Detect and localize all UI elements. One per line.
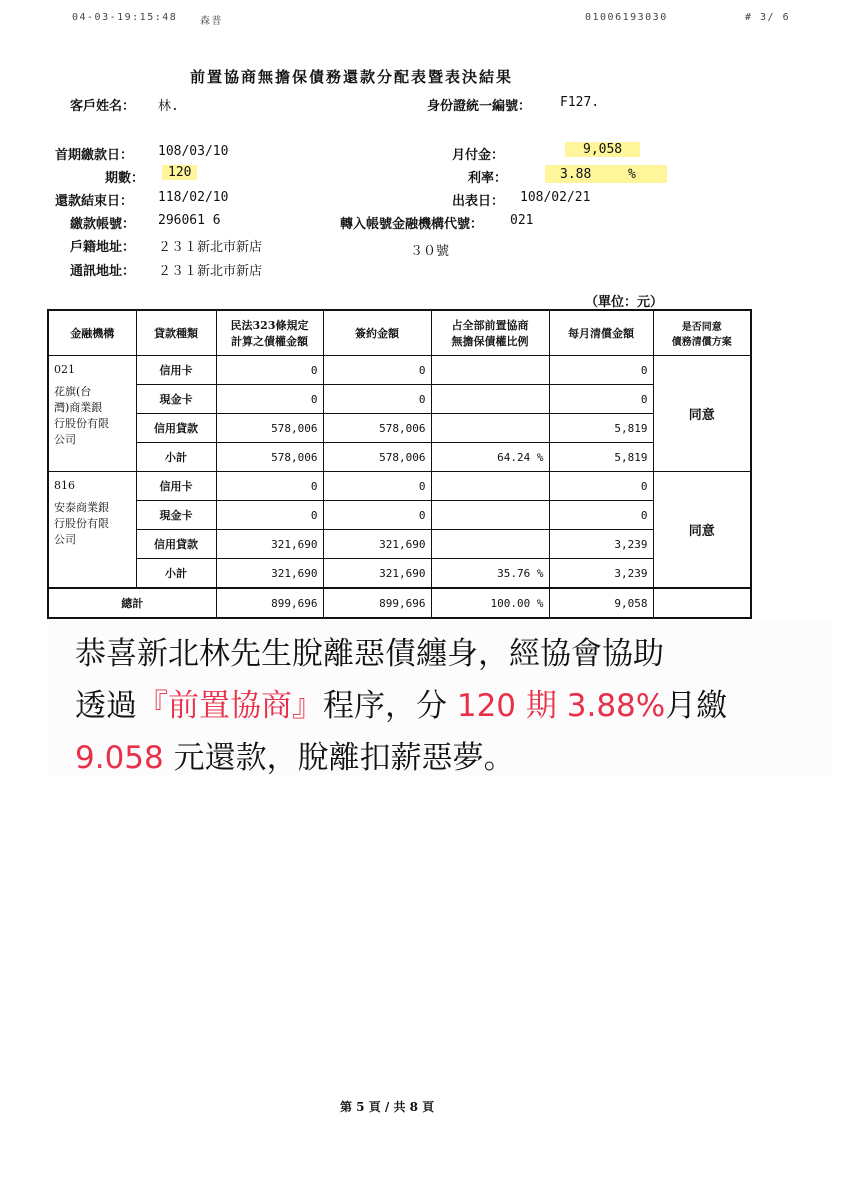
loan-type: 現金卡 [136,385,216,414]
share-ratio [431,414,549,443]
mailing-address-label: 通訊地址： [70,264,136,279]
table-row [48,385,751,414]
loan-type: 小計 [136,443,216,472]
monthly-amount: 0 [549,472,653,501]
address-tail: ３０號 [410,244,450,259]
civil-amount: 578,006 [216,443,323,472]
header-monthly: 每月清償金額 [549,310,653,356]
agree-status: 同意 [653,472,751,589]
total-civil: 899,696 [216,588,323,618]
share-ratio: 35.76 % [431,559,549,589]
end-date-value: 118/02/10 [158,190,229,205]
share-ratio [431,385,549,414]
civil-amount: 0 [216,385,323,414]
table-row [48,501,751,530]
header-agree: 是否同意 債務清償方案 [653,310,751,356]
fax-sender: 森普 [200,16,223,27]
total-agree-blank [653,588,751,618]
announcement-line-3: 9.058 元還款，脫離扣薪惡夢。 [75,740,515,776]
header-loan-type: 貸款種類 [136,310,216,356]
transfer-code-label: 轉入帳號金融機構代號： [340,217,484,232]
total-label: 總計 [48,588,216,618]
first-payment-label: 首期繳款日： [55,148,134,163]
issue-date-label: 出表日： [452,194,505,209]
table-row [48,414,751,443]
share-ratio [431,356,549,385]
periods-label: 期數： [105,171,145,186]
client-name-value: 林. [158,99,179,114]
header-civil-law: 民法323條規定 計算之債權金額 [216,310,323,356]
issue-date-value: 108/02/21 [520,190,591,205]
signed-amount: 578,006 [323,443,431,472]
share-ratio [431,530,549,559]
loan-type: 信用卡 [136,356,216,385]
civil-amount: 321,690 [216,559,323,589]
table-row [48,530,751,559]
signed-amount: 0 [323,472,431,501]
household-address-value: ２３１新北市新店 [158,240,263,255]
unit-note: （單位：元） [585,295,664,310]
monthly-payment-label: 月付金： [452,148,505,163]
household-address-label: 戶籍地址： [70,240,136,255]
civil-amount: 321,690 [216,530,323,559]
loan-type: 信用貸款 [136,414,216,443]
total-signed: 899,696 [323,588,431,618]
civil-amount: 578,006 [216,414,323,443]
periods-value: 120 [162,165,197,180]
share-ratio [431,472,549,501]
monthly-amount: 0 [549,385,653,414]
announcement-line-1: 恭喜新北林先生脫離惡債纏身，經協會協助 [75,636,664,672]
monthly-amount: 5,819 [549,414,653,443]
table-total-row [48,588,751,618]
account-label: 繳款帳號： [70,217,136,232]
end-date-label: 還款結束日： [55,194,134,209]
bank-cell-816: 816 安泰商業銀 行股份有限 公司 [48,472,136,589]
account-value: 296061 6 [158,213,221,228]
civil-amount: 0 [216,501,323,530]
rate-label: 利率： [468,171,508,186]
announcement-box [47,620,832,775]
rate-unit: % [628,167,636,182]
monthly-amount: 3,239 [549,530,653,559]
civil-amount: 0 [216,472,323,501]
repayment-allocation-table [47,309,752,619]
mailing-address-value: ２３１新北市新店 [158,264,263,279]
id-value: F127. [560,95,600,110]
loan-type: 信用貸款 [136,530,216,559]
loan-type: 信用卡 [136,472,216,501]
rate-value: 3.88 [560,167,592,182]
total-share: 100.00 % [431,588,549,618]
signed-amount: 578,006 [323,414,431,443]
bank-cell-021: 021 花旗(台 灣)商業銀 行股份有限 公司 [48,356,136,472]
header-institution: 金融機構 [48,310,136,356]
monthly-payment-value: 9,058 [565,142,640,157]
table-row [48,559,751,589]
document-title: 前置協商無擔保債務還款分配表暨表決結果 [190,68,514,86]
table-row [48,472,751,501]
fax-timestamp: 04-03-19:15:48 [72,12,178,23]
header-share: 占全部前置協商 無擔保債權比例 [431,310,549,356]
share-ratio [431,501,549,530]
header-signed: 簽約金額 [323,310,431,356]
fax-number: 01006193030 [585,12,668,23]
id-label: 身份證統一編號： [427,99,532,114]
signed-amount: 0 [323,356,431,385]
civil-amount: 0 [216,356,323,385]
monthly-amount: 0 [549,356,653,385]
total-monthly: 9,058 [549,588,653,618]
client-name-label: 客戶姓名： [70,99,136,114]
table-row [48,443,751,472]
transfer-code-value: 021 [510,213,534,228]
fax-page: # 3/ 6 [745,12,791,23]
signed-amount: 0 [323,385,431,414]
agree-status: 同意 [653,356,751,472]
loan-type: 小計 [136,559,216,589]
signed-amount: 0 [323,501,431,530]
signed-amount: 321,690 [323,559,431,589]
table-row [48,356,751,385]
page-footer: 第 5 頁 / 共 8 頁 [340,1100,435,1114]
table-header-row [48,310,751,356]
share-ratio: 64.24 % [431,443,549,472]
first-payment-value: 108/03/10 [158,144,229,159]
monthly-amount: 3,239 [549,559,653,589]
signed-amount: 321,690 [323,530,431,559]
loan-type: 現金卡 [136,501,216,530]
monthly-amount: 5,819 [549,443,653,472]
announcement-line-2: 透過『前置協商』程序，分 120 期 3.88%月繳 [75,688,728,724]
monthly-amount: 0 [549,501,653,530]
